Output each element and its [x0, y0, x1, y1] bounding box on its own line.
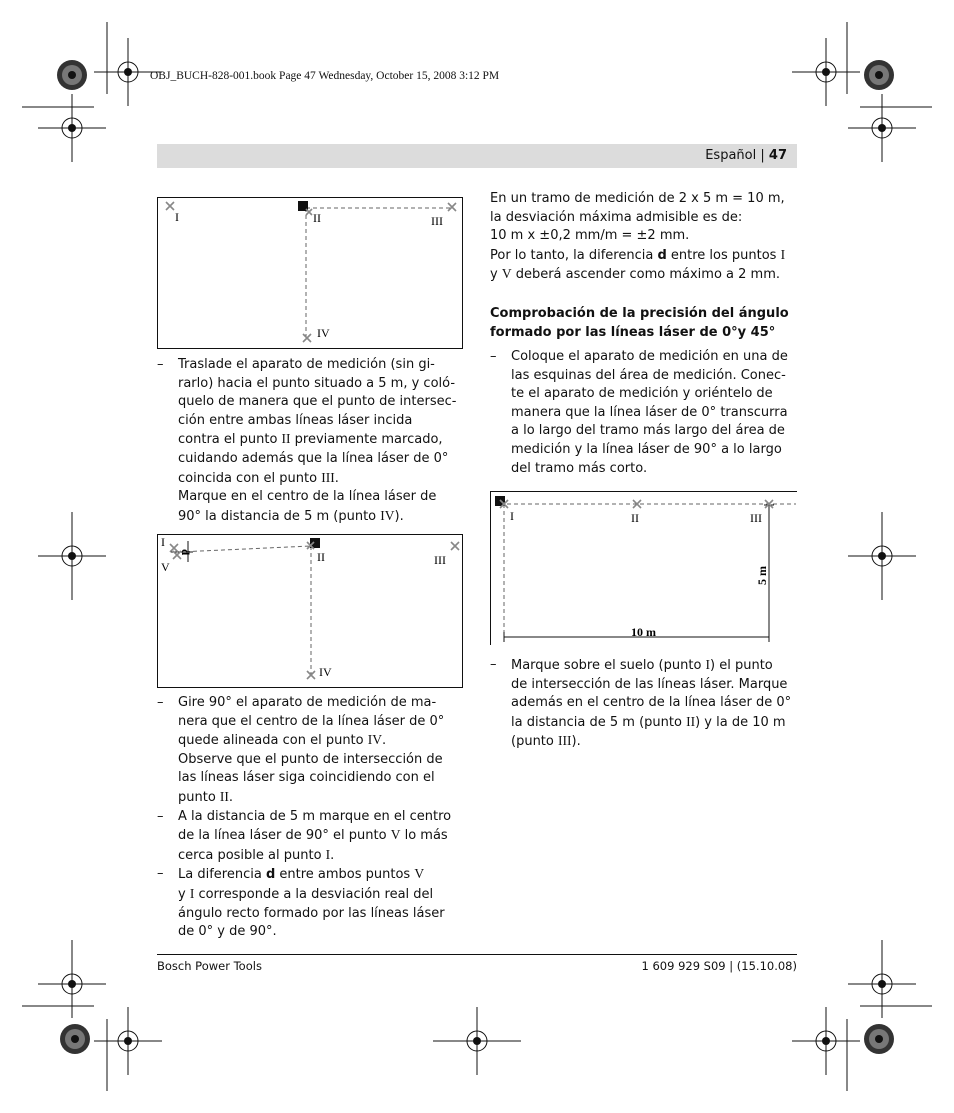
diagram-1: [157, 197, 464, 350]
point-label: III: [750, 511, 762, 525]
point-label: IV: [317, 326, 330, 340]
dimension-long: 10 m: [631, 625, 656, 639]
left-items-2-4: [157, 694, 467, 942]
section-heading: Comprobación de la precisión del ángulo formado por las líneas láser de 0°y 45°: [490, 306, 789, 340]
point-label: II: [313, 211, 321, 225]
header-separator: |: [760, 148, 765, 163]
right-item-1: – Coloque el aparato de medición en una de las esquinas del área de medición. Conec- te el aparato de medición y oriéntelo de manera que la línea láser de 0° transcurra a lo largo del tramo más largo del área de medición y la línea láser de 90° a lo largo del tramo más corto.: [490, 349, 788, 476]
page-number: 47: [768, 148, 787, 163]
header-language: Español: [705, 148, 757, 163]
point-label: III: [431, 214, 443, 228]
diagram-3: [490, 491, 798, 646]
right-item-2: – Marque sobre el suelo (punto I) el punto de intersección de las líneas láser. Marque además en el centro de la línea láser de 0° la distancia de 5 m (punto II) y la de 10 m (punto III).: [490, 657, 792, 750]
footer-code: 1 609 929 S09 | (15.10.08): [641, 959, 797, 973]
point-label: IV: [319, 665, 332, 679]
diagram-2: [157, 534, 464, 689]
point-label: II: [631, 511, 639, 525]
left-item-3: – A la distancia de 5 m marque en el centro de la línea láser de 90° el punto V lo más cerca posible al punto I.: [157, 808, 452, 863]
d-label: d: [179, 549, 191, 556]
point-label: I: [510, 509, 514, 523]
footer-rule: [157, 954, 797, 955]
left-item-1: – Traslade el aparato de medición (sin gi- rarlo) hacia el punto situado a 5 m, y coló- quelo de manera que el punto de intersec- ción entre ambas líneas láser incida contra el punto II previamente marcado, cuidando además que la línea láser de 0° coincida con el punto III. Marque en el centro de la línea láser de 90° la distancia de 5 m (punto IV).: [157, 357, 457, 524]
left-item-2: – Gire 90° el aparato de medición de ma- nera que el centro de la línea láser de 0° quede alineada con el punto IV. Observe que el punto de intersección de las líneas láser siga coincidiendo con el punto II.: [157, 695, 445, 805]
left-item-4: – La diferencia d entre ambos puntos V y I corresponde a la desviación real del ángulo recto formado por las líneas láser de 0° y de 90°.: [157, 866, 445, 940]
footer-brand: Bosch Power Tools: [157, 959, 262, 973]
right-paragraph: En un tramo de medición de 2 x 5 m = 10 m, la desviación máxima admisible es de: 10 m x ±0,2 mm/m = ±2 mm. Por lo tanto, la diferencia d entre los puntos I y V deberá ascender como máximo a 2 mm.: [490, 191, 786, 283]
book-info-line: OBJ_BUCH-828-001.book Page 47 Wednesday, October 15, 2008 3:12 PM: [150, 70, 500, 82]
point-label: II: [317, 550, 325, 564]
page-header: [157, 144, 797, 168]
point-label: V: [161, 560, 170, 574]
point-label: I: [175, 210, 179, 224]
dimension-short: 5 m: [755, 566, 769, 585]
point-label: I: [161, 535, 165, 549]
point-label: III: [434, 553, 446, 567]
